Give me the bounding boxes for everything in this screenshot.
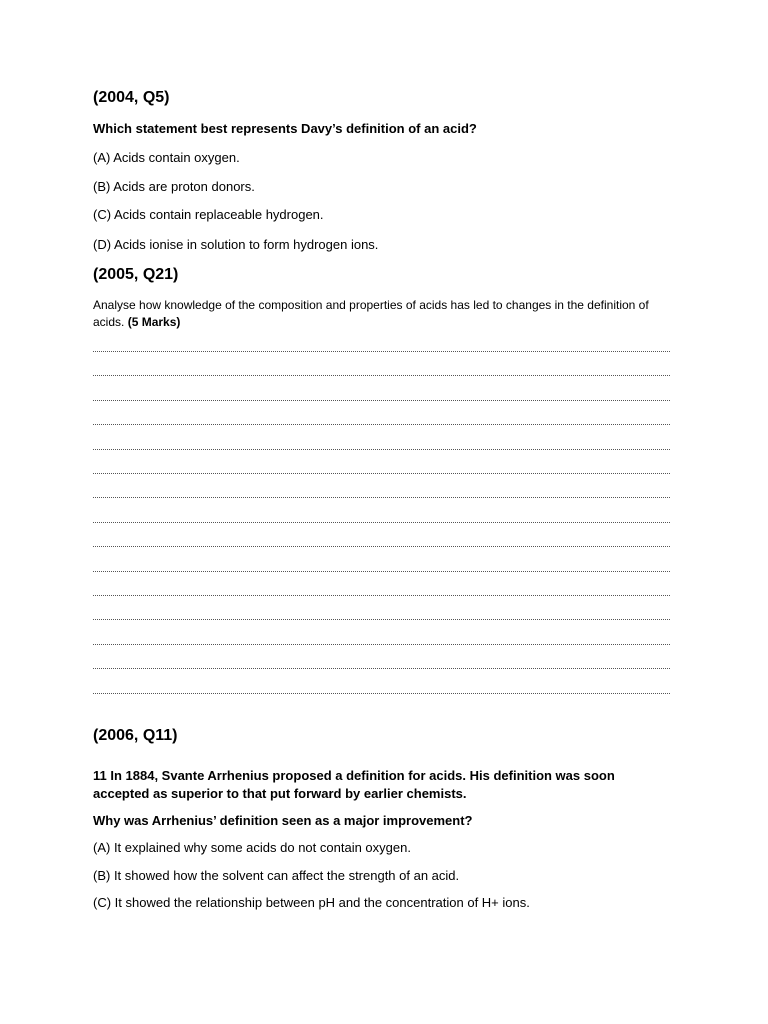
option-b-2004: (B) Acids are proton donors. (93, 179, 255, 194)
answer-line (93, 473, 670, 474)
answer-line (93, 351, 670, 352)
answer-line (93, 571, 670, 572)
question-intro-2006 (93, 767, 673, 803)
question-heading-2005: (2005, Q21) (93, 266, 179, 283)
question-text-2006: Why was Arrhenius’ definition seen as a major improvement? (93, 813, 473, 828)
answer-line (93, 424, 670, 425)
option-b-2006: (B) It showed how the solvent can affect the strength of an acid. (93, 868, 460, 883)
answer-line (93, 449, 670, 450)
answer-line (93, 619, 670, 620)
answer-line (93, 522, 670, 523)
question-text-2004: Which statement best represents Davy’s definition of an acid? (93, 121, 477, 136)
question-heading-2006: (2006, Q11) (93, 727, 178, 744)
option-a-2004: (A) Acids contain oxygen. (93, 150, 240, 165)
option-d-2004: (D) Acids ionise in solution to form hydrogen ions. (93, 237, 379, 252)
answer-line (93, 375, 670, 376)
answer-line (93, 546, 670, 547)
prompt-text: Analyse how knowledge of the composition and properties of acids has led to changes in the definition of acids. (93, 298, 649, 329)
question-prompt-2005 (93, 297, 653, 331)
intro-line-2: accepted as superior to that put forward by earlier chemists. (93, 786, 467, 801)
answer-line (93, 400, 670, 401)
answer-line (93, 497, 670, 498)
intro-line-1: 11 In 1884, Svante Arrhenius proposed a definition for acids. His definition was soon (93, 768, 615, 783)
answer-line (93, 595, 670, 596)
marks-label: (5 Marks) (127, 315, 181, 329)
answer-line (93, 644, 670, 645)
option-a-2006: (A) It explained why some acids do not contain oxygen. (93, 840, 411, 855)
question-heading-2004: (2004, Q5) (93, 89, 170, 106)
option-c-2004: (C) Acids contain replaceable hydrogen. (93, 207, 324, 222)
option-c-2006: (C) It showed the relationship between pH and the concentration of H+ ions. (93, 895, 530, 910)
answer-line (93, 668, 670, 669)
answer-line (93, 693, 670, 694)
